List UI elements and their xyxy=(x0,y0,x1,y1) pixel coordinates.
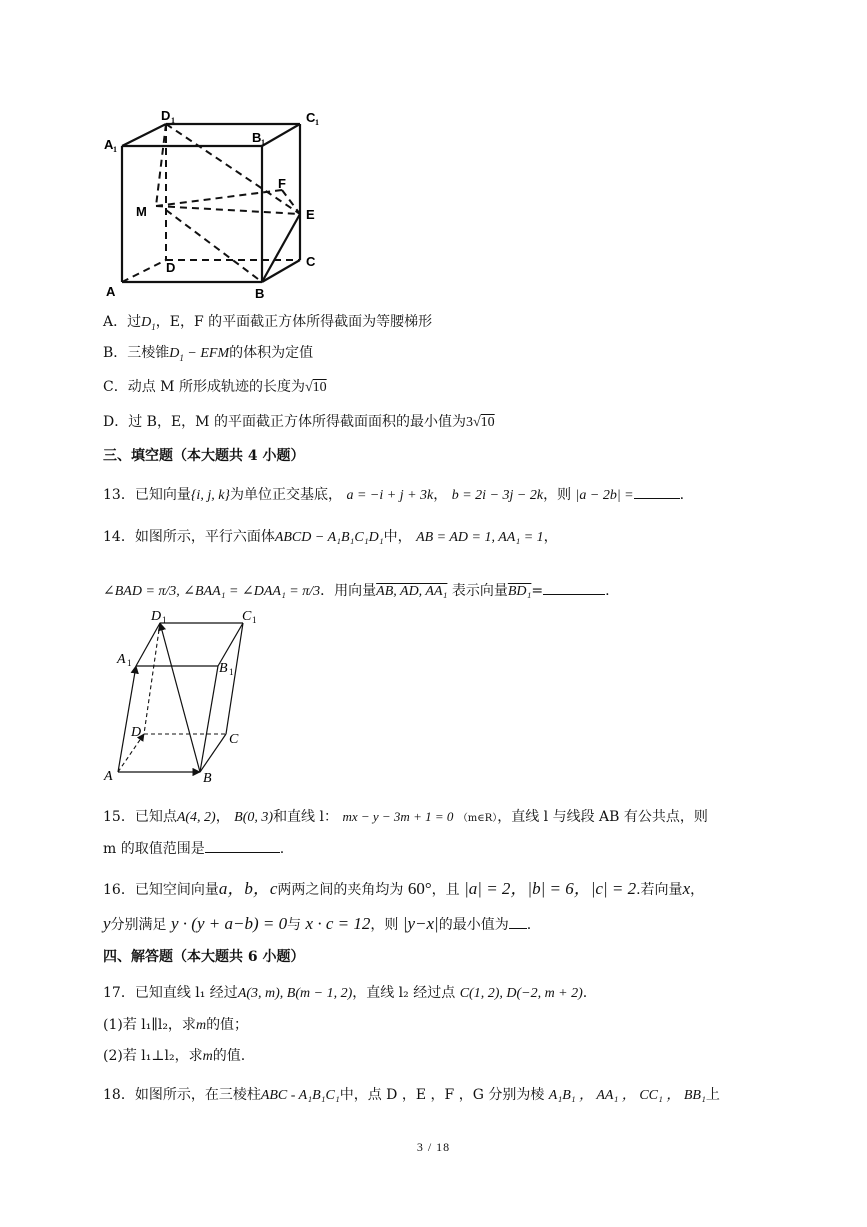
option-c: C．动点 M 所形成轨迹的长度为√10 xyxy=(103,379,327,395)
cube-figure xyxy=(100,100,340,305)
q15-line1: 15．已知点A(4, 2)， B(0, 3)和直线 l： mx − y − 3m + 1 = 0 （m∈R），直线 l 与线段 AB 有公共点，则 xyxy=(103,809,708,825)
cube-label-a: A xyxy=(106,284,116,299)
cube-label-d: D xyxy=(166,260,176,275)
svg-text:1: 1 xyxy=(171,116,175,125)
q17-part1: (1)若 l₁∥l₂，求m的值； xyxy=(103,1017,249,1033)
q17-line1: 17．已知直线 l₁ 经过A(3, m), B(m − 1, 2)，直线 l₂ 经过点 C(1, 2), D(−2, m + 2). xyxy=(103,985,588,1001)
cube-label-c: C xyxy=(306,254,316,269)
para-label-b: B xyxy=(203,771,212,786)
cube-label-e: E xyxy=(306,207,315,222)
para-label-a: A xyxy=(104,769,113,784)
para-label-b1: B xyxy=(219,661,228,676)
q14-answer-blank xyxy=(543,580,605,595)
cube-label-b: B xyxy=(255,286,265,301)
option-a: A．过$D_1$，E，F 的平面截正方体所得截面为等腰梯形 xyxy=(103,314,433,332)
cube-label-a1: A xyxy=(104,137,114,152)
q16-line1: 16．已知空间向量a，b，c两两之间的夹角均为 60°，且 |a| = 2，|b| = 6，|c| = 2.若向量x， xyxy=(103,879,705,898)
svg-text:1: 1 xyxy=(162,615,167,625)
para-label-c1: C xyxy=(242,609,252,624)
option-d: D．过 B，E，M 的平面截正方体所得截面面积的最小值为3√10 xyxy=(103,414,495,430)
svg-text:1: 1 xyxy=(261,138,265,147)
section4-title: 四、解答题（本大题共 6 小题） xyxy=(103,949,305,965)
svg-text:1: 1 xyxy=(127,658,132,668)
para-label-a1: A xyxy=(117,652,126,667)
q13: 13．已知向量{i, j, k}为单位正交基底， a = −i + j + 3k， b = 2i − 3j − 2k，则 |a − 2b| = . xyxy=(103,484,684,506)
q13-answer-blank xyxy=(634,484,680,499)
q16-answer-blank xyxy=(509,914,527,929)
cube-label-c1: C xyxy=(306,110,316,125)
para-label-c: C xyxy=(229,732,239,747)
svg-text:1: 1 xyxy=(113,145,117,154)
svg-text:1: 1 xyxy=(315,118,319,127)
para-label-d1: D xyxy=(151,609,162,624)
svg-text:1: 1 xyxy=(252,615,257,625)
q15-line2: m 的取值范围是 . xyxy=(103,838,284,859)
q14-line2: ∠BAD = π/3, ∠BAA₁ = ∠DAA₁ = π/3．用向量AB, AD, AA₁ 表示向量BD₁= . xyxy=(103,580,610,602)
q16-line2: y分别满足 y · (y + a−b) = 0与 x · c = 12，则 |y−x|的最小值为 . xyxy=(103,914,532,933)
section3-title: 三、填空题（本大题共 4 小题） xyxy=(103,448,305,464)
option-b: B．三棱锥$D_1$ − EFM的体积为定值 xyxy=(103,345,314,363)
para-label-d: D xyxy=(131,725,142,740)
cube-label-b1: B xyxy=(252,130,262,145)
q17-part2: (2)若 l₁⊥l₂，求m的值. xyxy=(103,1048,246,1064)
cube-label-d1: D xyxy=(161,108,171,123)
page-number: 3 / 18 xyxy=(416,1140,451,1154)
cube-label-m: M xyxy=(136,204,147,219)
q15-answer-blank xyxy=(205,838,280,853)
svg-text:1: 1 xyxy=(229,667,234,677)
q14-line1: 14．如图所示，平行六面体ABCD − A₁B₁C₁D₁中， AB = AD = 1, AA₁ = 1， xyxy=(103,529,558,545)
cube-label-f: F xyxy=(278,176,286,191)
parallelepiped-figure xyxy=(100,606,260,786)
q18-line1: 18．如图所示，在三棱柱ABC - A₁B₁C₁中，点 D ，E ，F ，G 分别为棱 A₁B₁ ， AA₁ ， CC₁ ， BB₁上 xyxy=(103,1087,720,1103)
